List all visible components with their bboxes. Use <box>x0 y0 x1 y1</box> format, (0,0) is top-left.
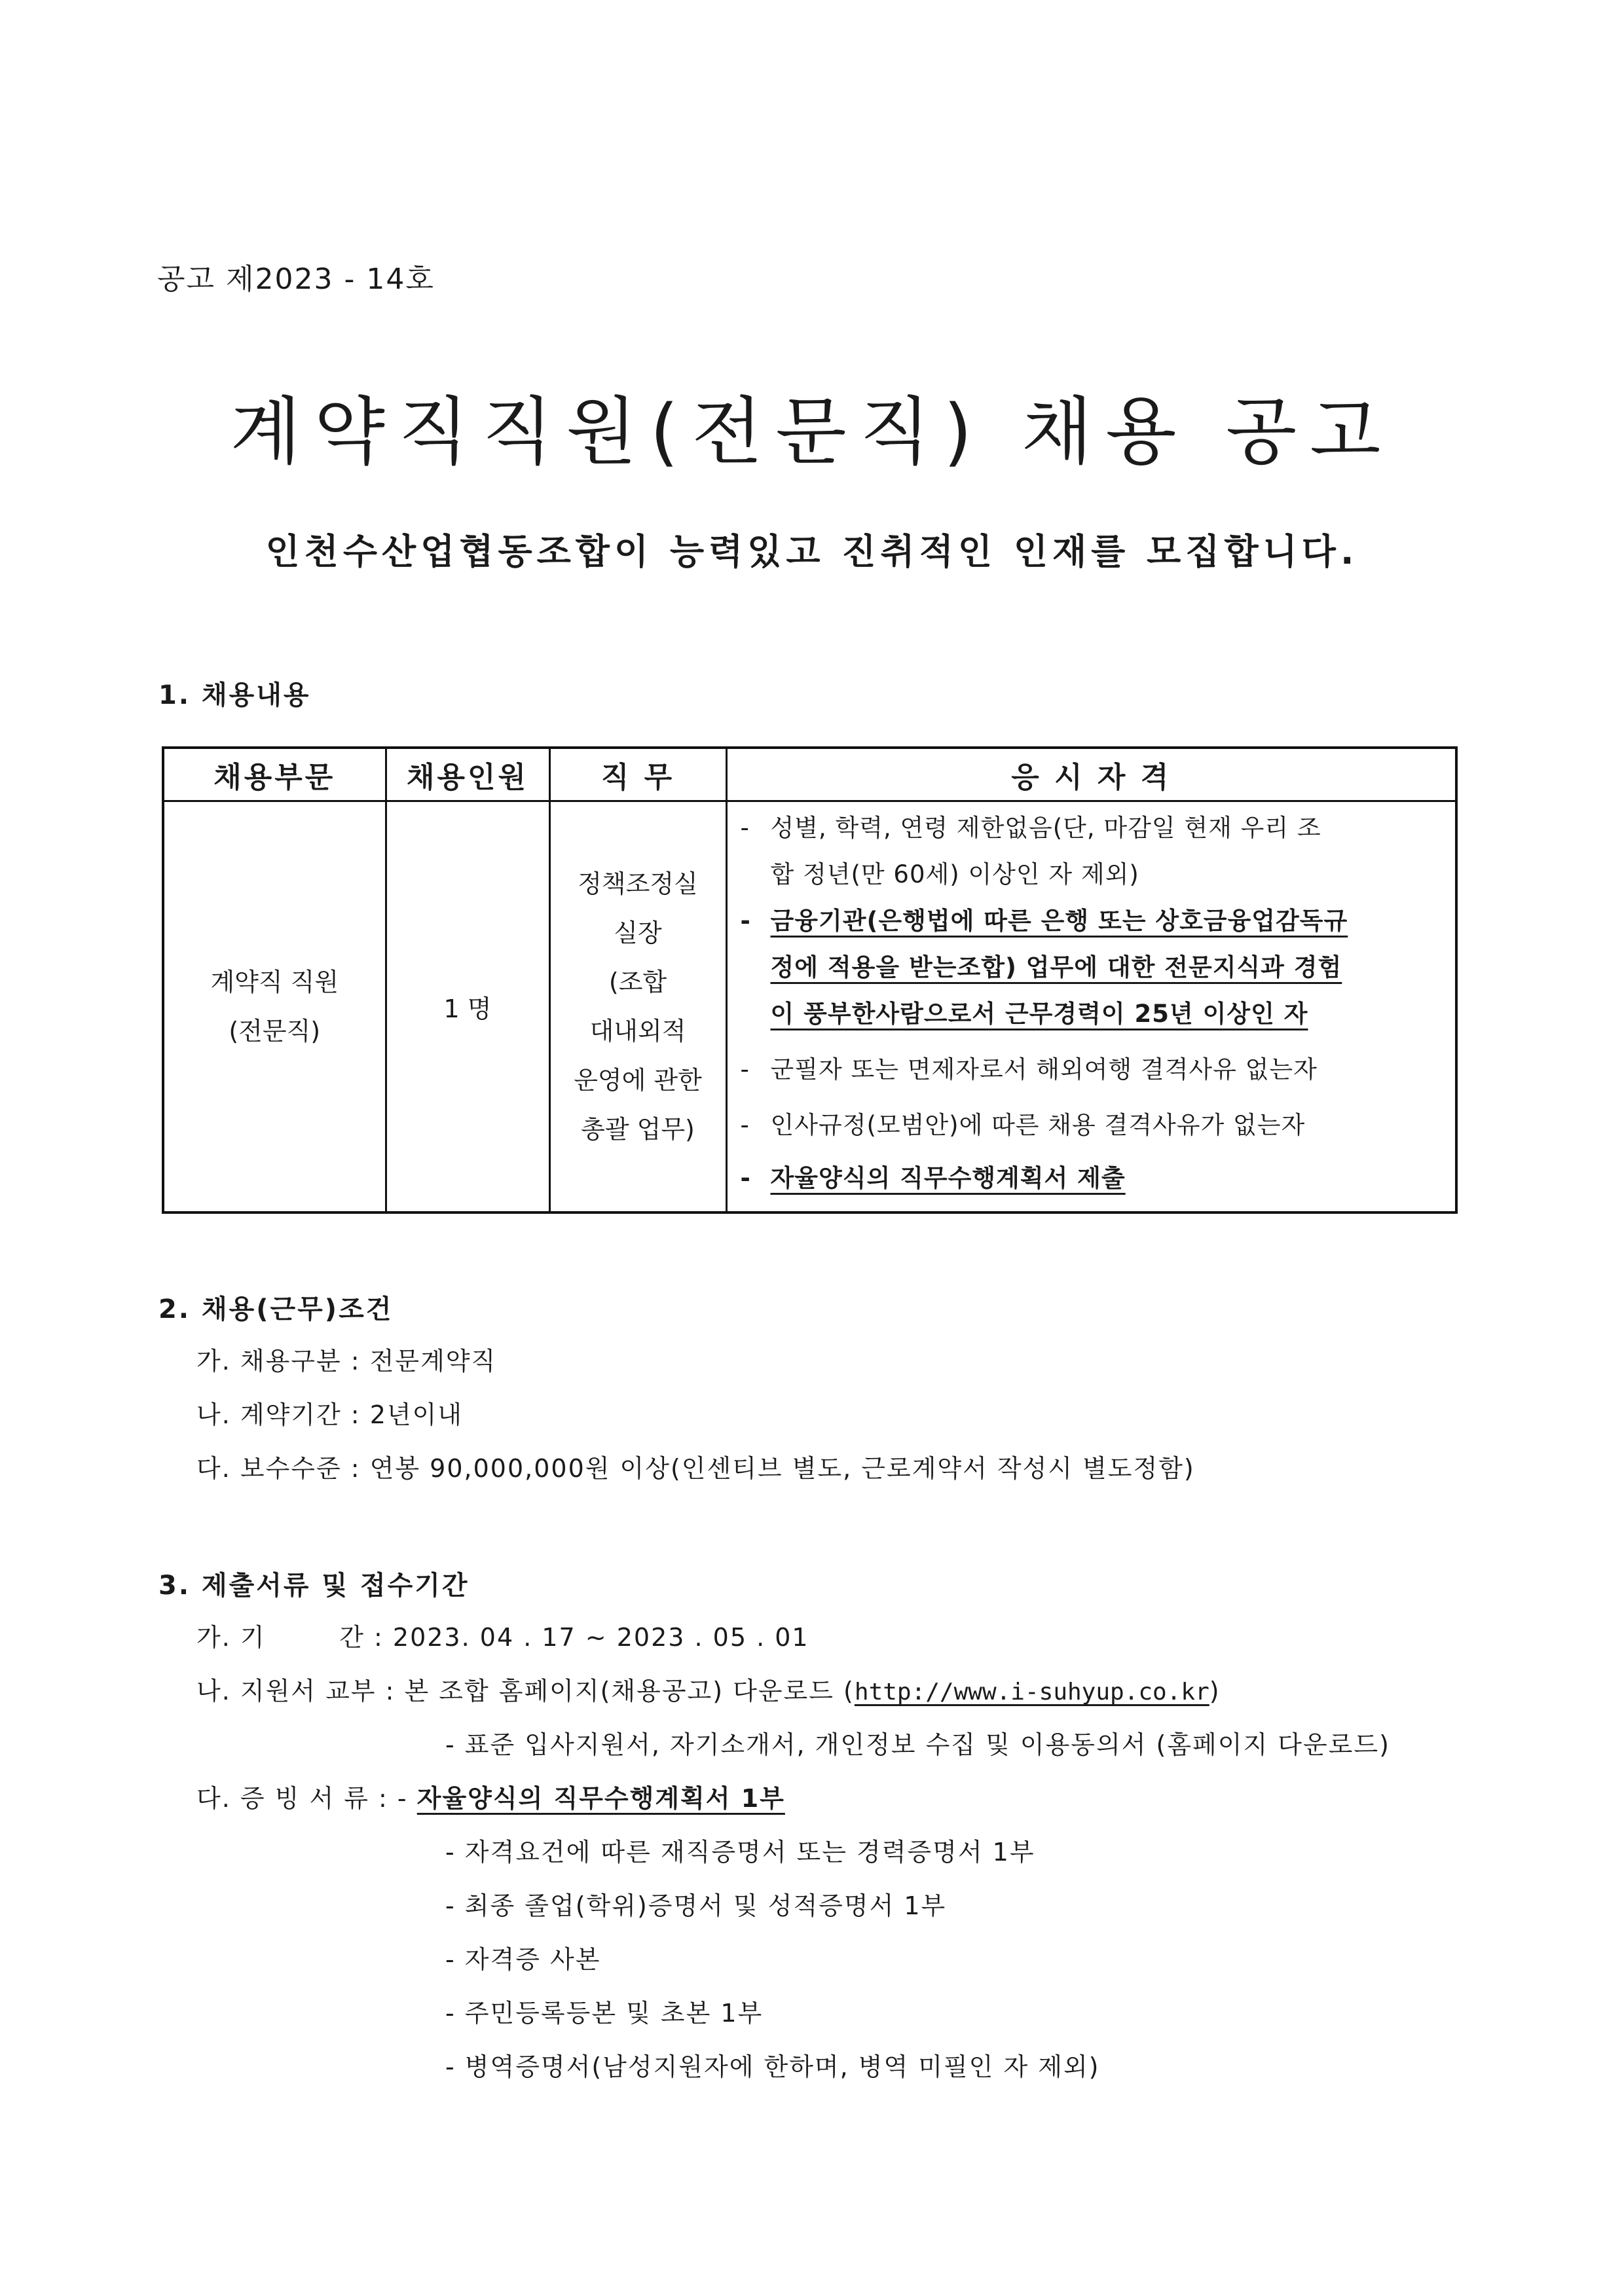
period-label: 가. 기 간 : <box>196 1623 384 1652</box>
docs-item: - 자격증 사본 <box>445 1945 601 1974</box>
department-cell <box>163 801 386 1213</box>
docs-label: 다. 증 빙 서 류 : <box>196 1784 388 1813</box>
header-qualification: 응 시 자 격 <box>726 748 1456 801</box>
notice-number: 공고 제2023 - 14호 <box>157 263 435 296</box>
section2-heading: 2. 채용(근무)조건 <box>158 1294 394 1324</box>
qualification-line: 성별, 학력, 연령 제한없음(단, 마감일 현재 우리 조 <box>770 814 1321 842</box>
docs-item: - 자격요건에 따른 재직증명서 또는 경력증명서 1부 <box>445 1838 1035 1867</box>
form-label: 나. 지원서 교부 : <box>196 1677 396 1705</box>
qualification-item: - 인사규정(모범안)에 따른 채용 결격사유가 없는자 <box>741 1102 1452 1148</box>
duty-line: (조합 <box>608 967 667 996</box>
qualification-line: 금융기관(은행법에 따른 은행 또는 상호금융업감독규 <box>770 907 1348 935</box>
form-row <box>196 1671 1221 1707</box>
docs-row: 다. 증 빙 서 류 : - 자율양식의 직무수행계획서 1부 <box>196 1784 785 1813</box>
docs-item: - 최종 졸업(학위)증명서 및 성적증명서 1부 <box>445 1891 947 1920</box>
department-line: 계약직 직원 <box>210 967 339 996</box>
condition-label: 다. 보수수준 : <box>196 1454 361 1483</box>
qualification-item: - 금융기관(은행법에 따른 은행 또는 상호금융업감독규 정에 적용을 받는조합) 업무에 대한 전문지식과 경험 이 풍부한사람으로서 근무경력이 25년 이상인 자 <box>741 898 1452 1037</box>
page-subtitle: 인천수산업협동조합이 능력있고 진취적인 인재를 모집합니다. <box>265 531 1359 572</box>
homepage-link[interactable]: http://www.i-suhyup.co.kr <box>854 1679 1209 1705</box>
qualification-line: 군필자 또는 면제자로서 해외여행 결격사유 없는자 <box>770 1055 1318 1084</box>
condition-item <box>196 1448 1195 1484</box>
duty-line: 정책조정실 <box>578 869 698 898</box>
header-duty: 직 무 <box>549 748 726 801</box>
qualification-item: - 자율양식의 직무수행계획서 제출 <box>741 1155 1452 1201</box>
duty-line: 대내외적 <box>589 1016 686 1046</box>
docs-item: - 주민등록등본 및 초본 1부 <box>445 1999 764 2028</box>
duty-line: 총괄 업무) <box>581 1114 695 1144</box>
qualification-line: 자율양식의 직무수행계획서 제출 <box>770 1164 1126 1192</box>
section3-heading: 3. 제출서류 및 접수기간 <box>158 1571 470 1601</box>
section1-heading: 1. 채용내용 <box>158 680 311 710</box>
condition-item <box>196 1394 463 1430</box>
condition-item <box>196 1341 496 1377</box>
duty-line: 운영에 관한 <box>574 1065 702 1095</box>
recruitment-table <box>162 746 1458 1214</box>
docs-item-plan: 자율양식의 직무수행계획서 1부 <box>416 1784 785 1813</box>
condition-value: 전문계약직 <box>369 1347 497 1376</box>
department-line: (전문직) <box>229 1016 321 1046</box>
condition-label: 나. 계약기간 : <box>196 1400 361 1429</box>
condition-value: 2년이내 <box>369 1400 463 1429</box>
table-header-row <box>163 748 1456 801</box>
qualification-item: - 군필자 또는 면제자로서 해외여행 결격사유 없는자 <box>741 1046 1452 1093</box>
qualification-item: - 성별, 학력, 연령 제한없음(단, 마감일 현재 우리 조 합 정년(만 60세) 이상인 자 제외) <box>741 805 1452 898</box>
form-value-suffix: ) <box>1209 1677 1221 1705</box>
docs-item: - 병역증명서(남성지원자에 한하며, 병역 미필인 자 제외) <box>445 2052 1100 2081</box>
header-headcount: 채용인원 <box>386 748 549 801</box>
page-title: 계약직직원(전문직) 채용 공고 <box>230 390 1394 475</box>
headcount-cell: 1 명 <box>386 801 549 1213</box>
duty-line: 실장 <box>614 918 662 947</box>
qualification-line: 인사규정(모범안)에 따른 채용 결격사유가 없는자 <box>770 1111 1306 1139</box>
condition-value: 연봉 90,000,000원 이상(인센티브 별도, 근로계약서 작성시 별도정함) <box>369 1454 1195 1483</box>
duty-cell <box>549 801 726 1213</box>
form-detail: - 표준 입사지원서, 자기소개서, 개인정보 수집 및 이용동의서 (홈페이지 다운로드) <box>445 1730 1390 1759</box>
header-department: 채용부문 <box>163 748 386 801</box>
qualification-line: 정에 적용을 받는조합) 업무에 대한 전문지식과 경험 <box>770 953 1342 981</box>
qualification-line: 합 정년(만 60세) 이상인 자 제외) <box>770 860 1139 888</box>
form-value: 본 조합 홈페이지(채용공고) 다운로드 ( <box>404 1677 855 1705</box>
condition-label: 가. 채용구분 : <box>196 1347 361 1376</box>
period-value: 2023. 04 . 17 ~ 2023 . 05 . 01 <box>392 1623 809 1652</box>
qualification-cell <box>726 801 1456 1213</box>
table-row <box>163 801 1456 1213</box>
period-row <box>196 1617 809 1653</box>
qualification-line: 이 풍부한사람으로서 근무경력이 25년 이상인 자 <box>770 1000 1308 1028</box>
